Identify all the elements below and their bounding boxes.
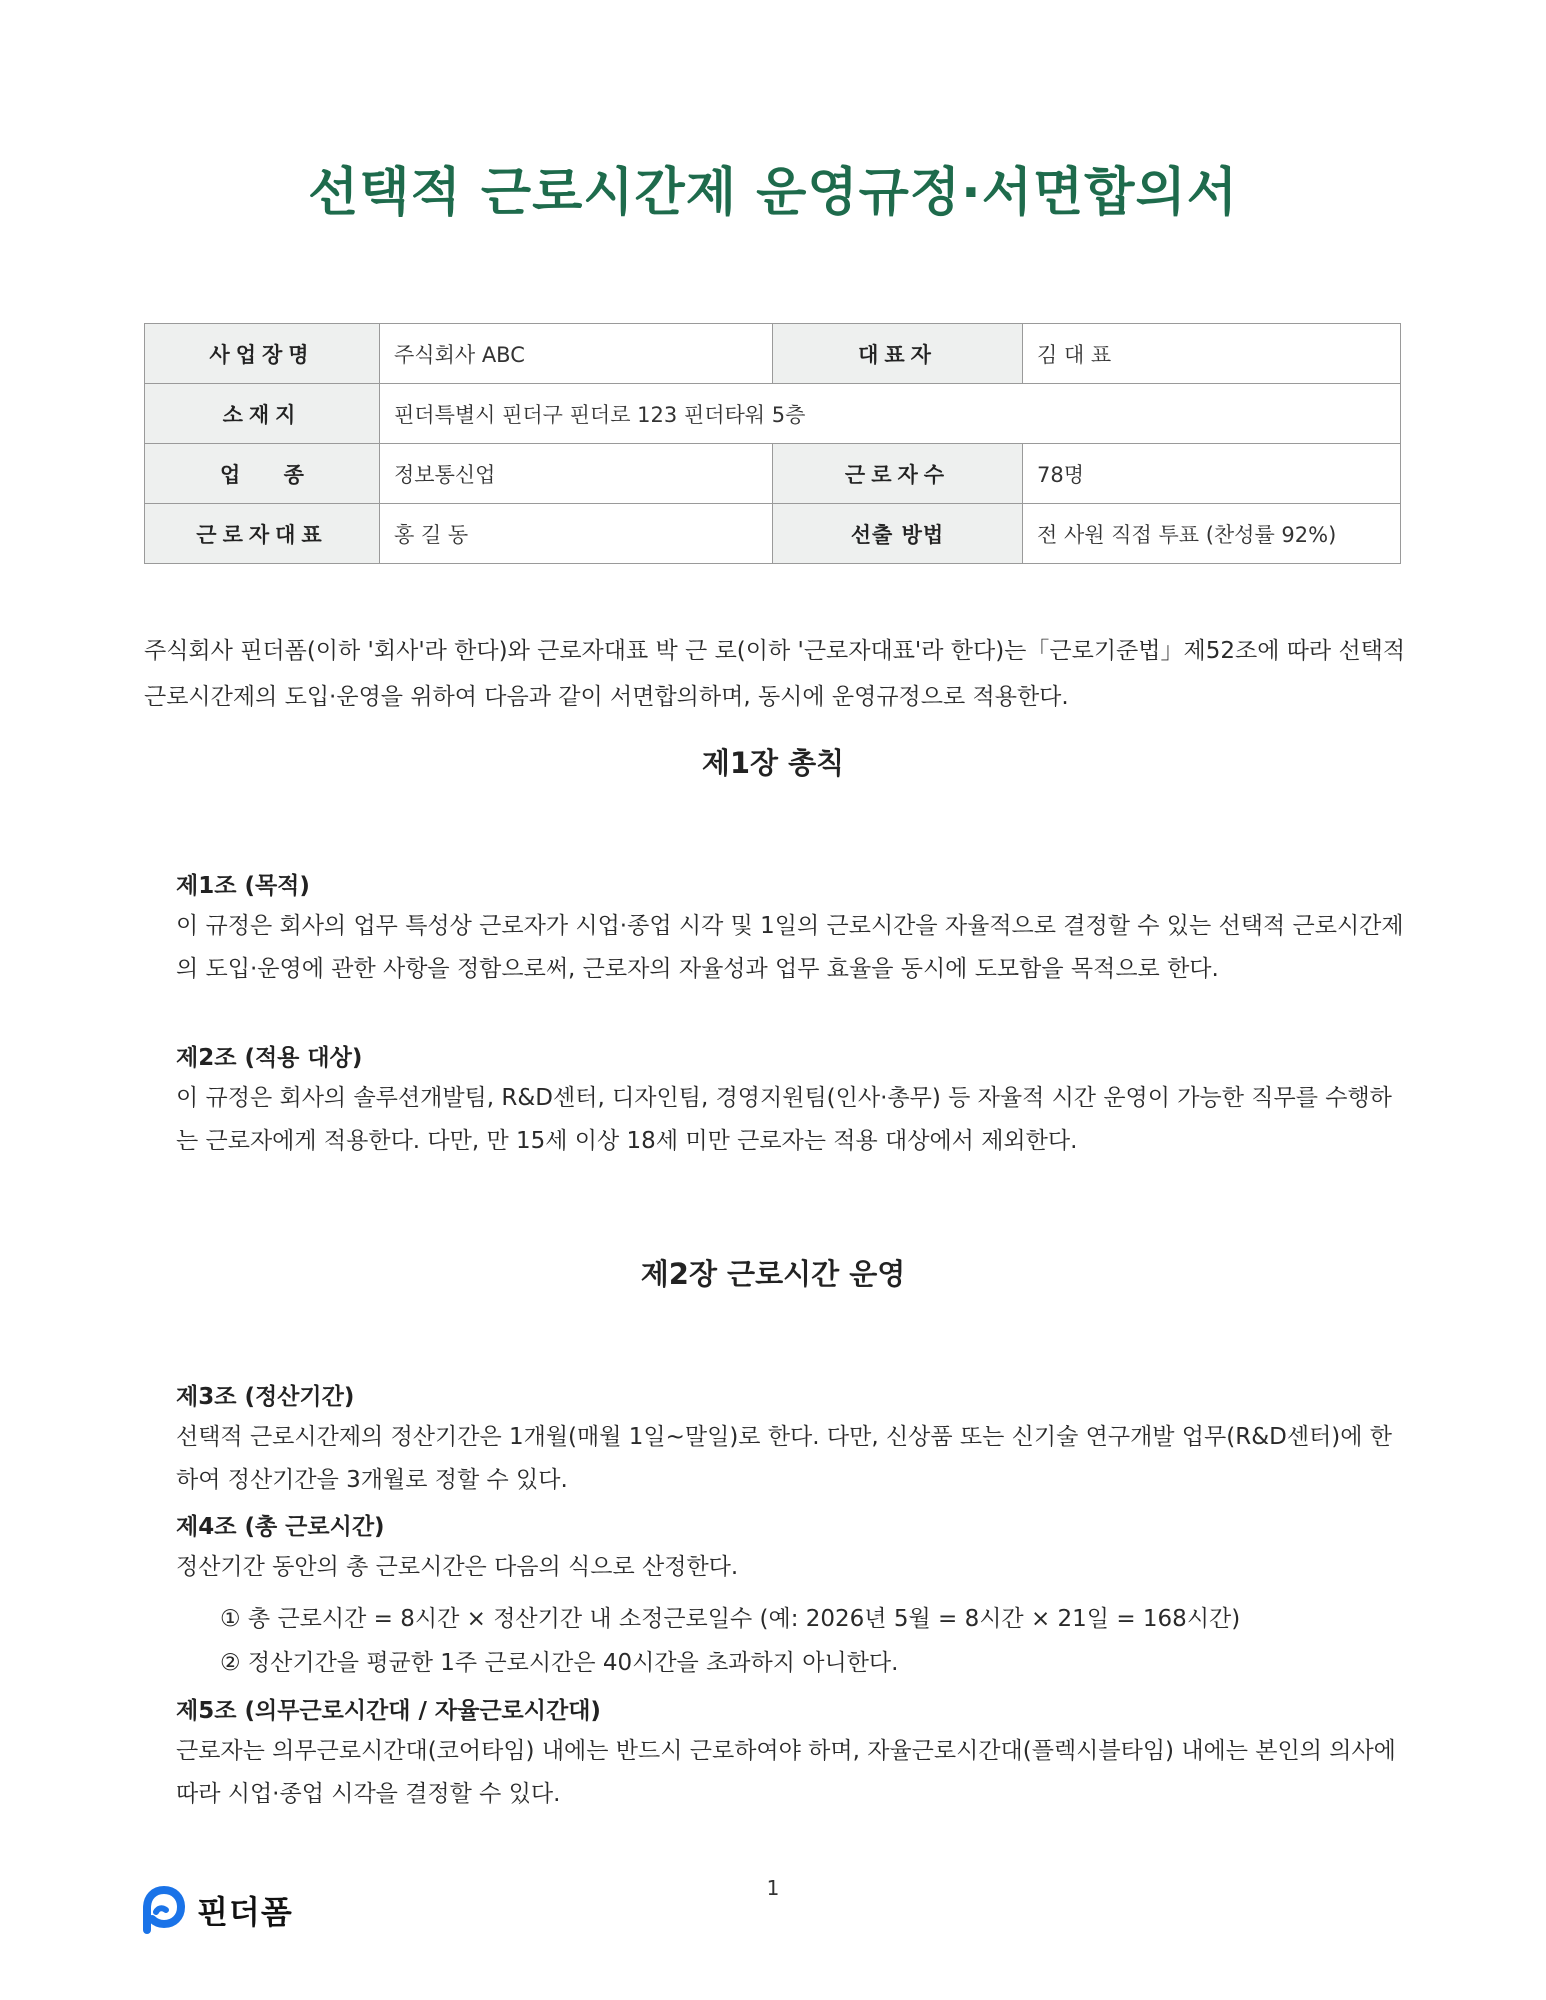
article-5-body: 근로자는 의무근로시간대(코어타임) 내에는 반드시 근로하여야 하며, 자율근로시간대(플렉시블타임) 내에는 본인의 의사에 따라 시업·종업 시각을 결정할 수 있다. [176,1738,1396,1807]
chapter-2-title: 제2장 근로시간 운영 [640,1257,906,1291]
value-employee-count: 78명 [1023,444,1401,504]
value-election-method: 전 사원 직접 투표 (찬성률 92%) [1023,504,1401,564]
page-number: 1 [766,1876,780,1900]
article-4-body: 정산기간 동안의 총 근로시간은 다음의 식으로 산정한다. [176,1554,739,1580]
table-row [145,444,1401,504]
value-industry: 정보통신업 [380,444,773,504]
table-row [145,504,1401,564]
article-5-title: 제5조 (의무근로시간대 / 자율근로시간대) [176,1698,601,1724]
chapter-1-title: 제1장 총칙 [701,746,845,780]
article-2-title: 제2조 (적용 대상) [176,1045,363,1071]
article-4-item-1: ① 총 근로시간 = 8시간 × 정산기간 내 소정근로일수 (예: 2026년 5월 = 8시간 × 21일 = 168시간) [220,1606,1241,1632]
article-4-item-2: ② 정산기간을 평균한 1주 근로시간은 40시간을 초과하지 아니한다. [220,1650,899,1676]
intro-paragraph: 주식회사 핀더폼(이하 '회사'라 한다)와 근로자대표 박 근 로(이하 '근로자대표'라 한다)는「근로기준법」제52조에 따라 선택적 근로시간제의 도입·운영을 위하여 다음과 같이 서면합의하며, 동시에 운영규정으로 적용한다. [144,638,1406,710]
article-1-title: 제1조 (목적) [176,873,310,899]
label-workplace-name: 사업장명 [145,324,380,384]
document-title: 선택적 근로시간제 운영규정·서면합의서 [308,163,1238,223]
company-info-table [144,323,1401,564]
label-industry [145,444,380,504]
article-3-body: 선택적 근로시간제의 정산기간은 1개월(매월 1일~말일)로 한다. 다만, 신상품 또는 신기술 연구개발 업무(R&D센터)에 한하여 정산기간을 3개월로 정할 수 있다. [176,1424,1393,1493]
label-representative: 대표자 [773,324,1023,384]
table-row [145,384,1401,444]
article-4-title: 제4조 (총 근로시간) [176,1514,385,1540]
value-workplace-name: 주식회사 ABC [380,324,773,384]
value-address: 핀더특별시 핀더구 핀더로 123 핀더타워 5층 [380,384,1401,444]
label-employee-count: 근로자수 [773,444,1023,504]
article-1-body: 이 규정은 회사의 업무 특성상 근로자가 시업·종업 시각 및 1일의 근로시간을 자율적으로 결정할 수 있는 선택적 근로시간제의 도입·운영에 관한 사항을 정함으로써, 근로자의 자율성과 업무 효율을 동시에 도모함을 목적으로 한다. [176,913,1404,982]
label-address: 소재지 [145,384,380,444]
label-worker-representative: 근로자대표 [145,504,380,564]
footer-logo [141,1886,293,1934]
label-industry-text: 업 종 [220,462,304,487]
value-representative: 김 대 표 [1023,324,1401,384]
pinderform-logo-icon [141,1886,185,1934]
article-3-title: 제3조 (정산기간) [176,1384,355,1410]
article-2-body: 이 규정은 회사의 솔루션개발팀, R&D센터, 디자인팀, 경영지원팀(인사·총무) 등 자율적 시간 운영이 가능한 직무를 수행하는 근로자에게 적용한다. 다만, 만 15세 이상 18세 미만 근로자는 적용 대상에서 제외한다. [176,1085,1392,1154]
value-worker-representative: 홍 길 동 [380,504,773,564]
label-election-method: 선출 방법 [773,504,1023,564]
logo-text: 핀더폼 [197,1893,293,1931]
table-row [145,324,1401,384]
